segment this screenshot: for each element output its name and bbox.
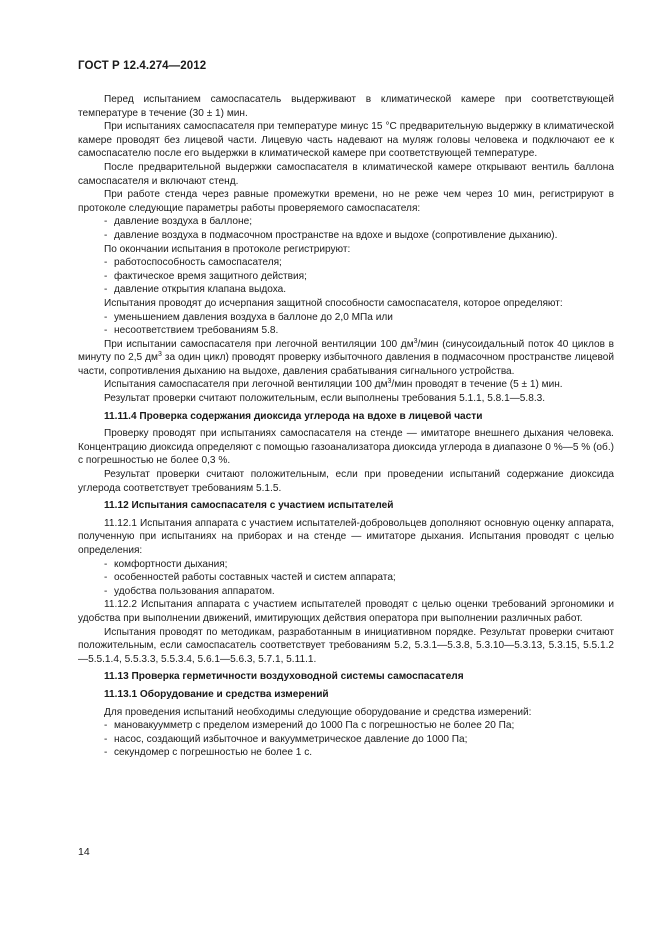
list-item <box>78 324 614 338</box>
paragraph: 11.12.1 Испытания аппарата с участием испытателей-добровольцев дополняют основную оценку аппарата, полученную при испытаниях на приборах и на стенде — имитаторе дыхания. Испытания проводят с целью определения: <box>78 517 614 556</box>
section-heading: 11.11.4 Проверка содержания диоксида углерода на вдохе в лицевой части <box>104 410 483 422</box>
text-run: за один цикл) проводят проверку избыточного давления в подмасочном пространстве лицевой части, сопротивления дыханию на выдохе, давления срабатывания сигнального устройства. <box>78 352 614 377</box>
section-heading: 11.12 Испытания самоспасателя с участием испытателей <box>104 500 394 512</box>
list-item <box>78 719 614 733</box>
list-item <box>78 270 614 284</box>
paragraph: Результат проверки считают положительным, если выполнены требования 5.1.1, 5.8.1—5.8.3. <box>104 393 546 405</box>
list-item-text: комфортности дыхания; <box>114 558 228 570</box>
list-dash: - <box>104 572 108 584</box>
list-item-text: давление воздуха в подмасочном пространстве на вдохе и выдохе (сопротивление дыханию). <box>114 229 558 241</box>
list-item <box>78 558 614 572</box>
paragraph: Для проведения испытаний необходимы следующие оборудование и средства измерений: <box>104 706 532 718</box>
text-run: При испытании самоспасателя при легочной вентиляции 100 дм <box>104 338 414 350</box>
list-dash: - <box>104 311 108 323</box>
superscript: 3 <box>157 351 162 359</box>
list-item <box>78 229 614 243</box>
list-dash: - <box>104 558 108 570</box>
paragraph <box>78 338 614 379</box>
list-item-text: секундомер с погрешностью не более 1 с. <box>114 747 313 759</box>
section-heading: 11.13 Проверка герметичности воздуховодной системы самоспасателя <box>104 671 464 683</box>
list-dash: - <box>104 270 108 282</box>
list-item <box>78 283 614 297</box>
paragraph: По окончании испытания в протоколе регистрируют: <box>104 243 351 255</box>
list-dash: - <box>104 325 108 337</box>
list-item-text: фактическое время защитного действия; <box>114 270 307 282</box>
list-item-text: уменьшением давления воздуха в баллоне до 2,0 МПа или <box>114 311 393 323</box>
list-item <box>78 571 614 585</box>
list-item-text: удобства пользования аппаратом. <box>114 585 275 597</box>
superscript: 3 <box>413 337 418 345</box>
list-item-text: работоспособность самоспасателя; <box>114 257 282 269</box>
superscript: 3 <box>387 378 392 386</box>
paragraph <box>78 378 614 392</box>
paragraph: Результат проверки считают положительным, если при проведении испытаний содержание диоксида углерода соответствует требованиям 5.1.5. <box>78 469 614 494</box>
list-item-text: давление воздуха в баллоне; <box>114 216 253 228</box>
paragraph: 11.12.2 Испытания аппарата с участием испытателей проводят с целью оценки требований эргономики и удобства при выполнении движений, имитирующих действия оператора при выполнении различных работ. <box>78 599 614 624</box>
list-dash: - <box>104 284 108 296</box>
paragraph: Перед испытанием самоспасатель выдерживают в климатической камере при соответствующей температуре в течение (30 ± 1) мин. <box>78 94 614 119</box>
list-dash: - <box>104 747 108 759</box>
list-item-text: насос, создающий избыточное и вакуумметрическое давление до 1000 Па; <box>114 733 468 745</box>
list-dash: - <box>104 257 108 269</box>
list-item <box>78 585 614 599</box>
paragraph: Испытания проводят по методикам, разработанным в инициативном порядке. Результат проверки считают положительным, если самоспасатель соответствует требованиям 5.2, 5.3.1—5.3.8, 5.3.10—5.3.13, 5.3.15, 5.5.1.2—5.5.1.4, 5.5.3.3, 5.5.3.4, 5.6.1—5.6.3, 5.7.1, 5.11.1. <box>78 626 614 665</box>
list-dash: - <box>104 585 108 597</box>
document-header: ГОСТ Р 12.4.274—2012 <box>78 60 207 72</box>
list-item-text: мановакуумметр с пределом измерений до 1000 Па с погрешностью не более 20 Па; <box>114 720 515 732</box>
list-item <box>78 746 614 760</box>
list-item-text: особенностей работы составных частей и систем аппарата; <box>114 572 396 584</box>
list-dash: - <box>104 229 108 241</box>
document-body <box>78 93 614 760</box>
text-run: /мин проводят в течение (5 ± 1) мин. <box>391 379 563 391</box>
list-item-text: несоответствием требованиям 5.8. <box>114 325 279 337</box>
paragraph: Проверку проводят при испытаниях самоспасателя на стенде — имитаторе внешнего дыхания человека. Концентрацию диоксида определяют с помощью газоанализатора диоксида углерода в диапазоне 0 %—5 % (об.) с погрешностью не более 0,3 %. <box>78 428 614 467</box>
list-item-text: давление открытия клапана выдоха. <box>114 284 287 296</box>
paragraph: При работе стенда через равные промежутки времени, но не реже чем через 10 мин, регистрируют в протоколе следующие параметры работы проверяемого самоспасателя: <box>78 189 614 214</box>
list-dash: - <box>104 216 108 228</box>
list-dash: - <box>104 720 108 732</box>
page-number: 14 <box>78 846 90 858</box>
list-item <box>78 311 614 325</box>
list-item <box>78 733 614 747</box>
subsection-heading: 11.13.1 Оборудование и средства измерений <box>104 688 329 700</box>
paragraph: После предварительной выдержки самоспасателя в климатической камере открывают вентиль баллона самоспасателя и включают стенд. <box>78 161 614 187</box>
text-run: Испытания самоспасателя при легочной вентиляции 100 дм <box>104 379 388 391</box>
paragraph: При испытаниях самоспасателя при температуре минус 15 °С предварительную выдержку в климатической камере проводят без лицевой части. Лицевую часть надевают на муляж головы человека и подключают ее к самоспасателю после его выдержки в климатической камере при соответствующей температуре. <box>78 121 614 160</box>
list-dash: - <box>104 733 108 745</box>
list-item <box>78 256 614 270</box>
list-item <box>78 215 614 229</box>
text-run: /мин (синусоидальный поток 40 циклов в минуту по 2,5 дм <box>78 338 614 364</box>
paragraph: Испытания проводят до исчерпания защитной способности самоспасателя, которое определяют: <box>104 297 563 309</box>
